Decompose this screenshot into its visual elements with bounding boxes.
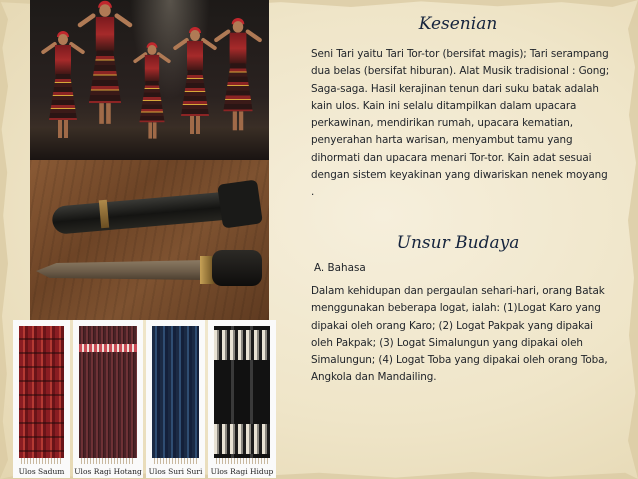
dancer-figure	[48, 34, 78, 138]
ulos-caption: Ulos Suri Suri	[148, 467, 203, 476]
section-title-kesenian: Kesenian	[418, 14, 498, 34]
torn-edge-right	[628, 0, 638, 479]
ulos-cloth	[19, 326, 64, 458]
bahasa-paragraph: Dalam kehidupan dan pergaulan sehari-hari, orang Batak menggunakan beberapa logat, ialah: (1)Logat Karo yang dipakai oleh orang Karo; (2) Logat Pakpak yang dipakai oleh Pakpak; (3) Logat Simalungun yang dipakai oleh Simalungun; (4) Logat Toba yang dipakai oleh orang Toba, Angkola dan Mandailing.	[311, 285, 608, 384]
batak-knife-photo	[30, 160, 269, 320]
ulos-caption: Ulos Ragi Hotang	[74, 467, 142, 476]
dancer-figure	[139, 45, 164, 135]
ulos-caption: Ulos Sadum	[18, 467, 65, 476]
ulos-ragi-hidup-photo	[208, 320, 276, 478]
kesenian-paragraph: Seni Tari yaitu Tari Tor-tor (bersifat magis); Tari serampang dua belas (bersifat hiburan). Alat Musik tradisional : Gong; Saga-saga. Hasil kerajinan tenun dari suku batak adalah kain ulos. Kain ini selalu ditampilkan dalam upacara perkawinan, mendirikan rumah, upacara kematian, penyerahan harta warisan, menyambut tamu yang dihormati dan upacara menari Tor-tor. Kain adat sesuai dengan sistem keyakinan yang diwariskan nenek moyang .	[311, 48, 610, 199]
ulos-sadum-photo	[13, 320, 70, 478]
tor-tor-dance-photo	[30, 0, 269, 160]
dancer-figure	[180, 30, 210, 140]
ulos-caption: Ulos Ragi Hidup	[210, 467, 274, 476]
cloth-fringe	[154, 458, 197, 464]
knife-blade	[36, 260, 206, 280]
dancer-figure	[85, 4, 124, 154]
cloth-fringe	[21, 458, 62, 464]
subheading-bahasa: A. Bahasa	[314, 262, 366, 274]
section-title-unsur-budaya: Unsur Budaya	[396, 233, 520, 253]
sheath-head	[217, 179, 263, 228]
ulos-ragi-hotang-photo	[73, 320, 143, 478]
knife-hilt	[212, 250, 262, 286]
cloth-fringe	[216, 458, 268, 464]
ulos-cloth	[214, 326, 270, 458]
ulos-cloth	[152, 326, 199, 458]
cloth-fringe	[81, 458, 135, 464]
ulos-suri-suri-photo	[146, 320, 205, 478]
dancer-figure	[221, 21, 255, 143]
torn-edge-left	[0, 0, 8, 479]
ulos-cloth	[79, 326, 137, 458]
